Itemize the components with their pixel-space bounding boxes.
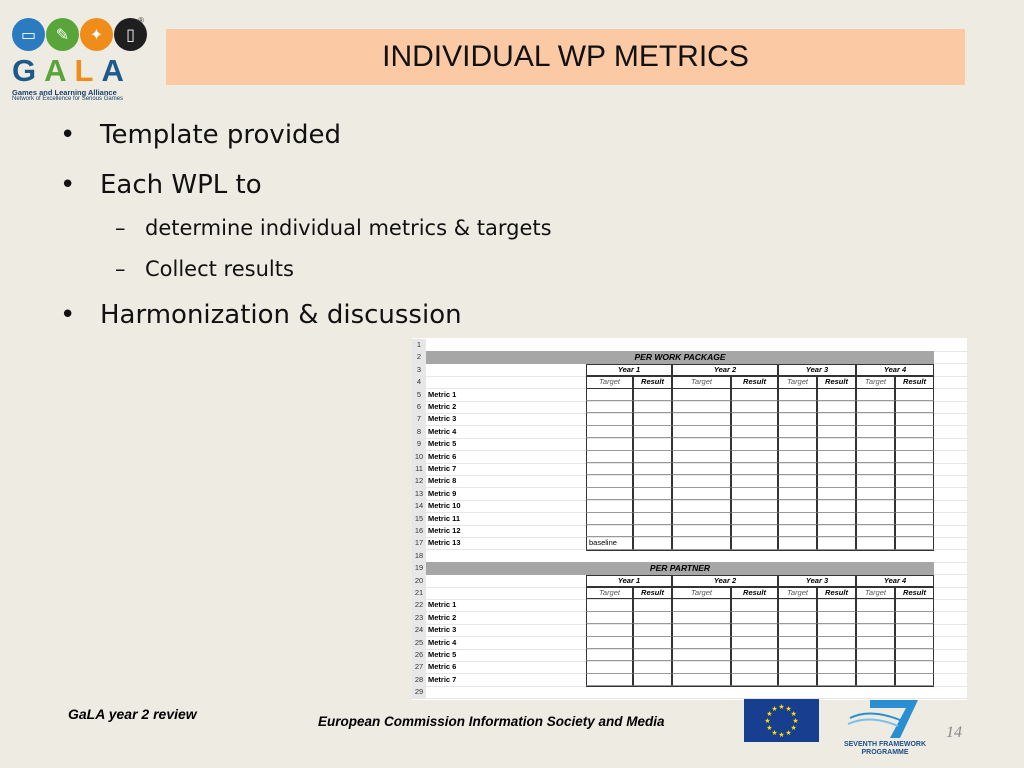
data-cell [817, 661, 856, 673]
data-cell [895, 599, 934, 611]
data-cell [672, 612, 731, 624]
data-cell [817, 612, 856, 624]
data-cell [817, 513, 856, 525]
data-cell [856, 413, 895, 425]
year-header: Year 1 [586, 575, 672, 587]
data-cell [895, 401, 934, 413]
metric-label: Metric 6 [428, 451, 457, 461]
data-cell [672, 438, 731, 450]
data-cell [817, 525, 856, 537]
data-cell [586, 463, 633, 475]
data-cell [778, 624, 817, 636]
metric-label: Metric 9 [428, 488, 457, 498]
data-cell [856, 475, 895, 487]
data-cell [778, 488, 817, 500]
logo-tagline: Games and Learning Alliance [12, 88, 117, 97]
result-header: Result [731, 587, 778, 599]
data-cell [633, 513, 672, 525]
data-cell [633, 389, 672, 401]
data-cell [633, 426, 672, 438]
metric-label: Metric 13 [428, 538, 461, 548]
year-header: Year 3 [778, 575, 856, 587]
data-cell [778, 413, 817, 425]
data-cell [817, 389, 856, 401]
data-cell [856, 649, 895, 661]
data-cell [856, 525, 895, 537]
row-number: 29 [412, 686, 426, 699]
data-cell [633, 438, 672, 450]
eu-star-icon: ★ [790, 725, 797, 732]
metric-label: Metric 6 [428, 662, 457, 672]
data-cell [633, 451, 672, 463]
data-cell [778, 475, 817, 487]
target-header: Target [672, 376, 731, 388]
result-header: Result [895, 376, 934, 388]
data-cell [895, 612, 934, 624]
metric-label: Metric 5 [428, 439, 457, 449]
data-cell [817, 426, 856, 438]
data-cell [895, 500, 934, 512]
target-header: Target [586, 587, 633, 599]
row-number: 24 [412, 624, 426, 637]
data-cell [895, 389, 934, 401]
data-cell [895, 513, 934, 525]
target-header: Target [856, 376, 895, 388]
data-cell [817, 463, 856, 475]
data-cell [633, 612, 672, 624]
data-cell [731, 401, 778, 413]
metric-label: Metric 11 [428, 513, 461, 523]
eu-star-icon: ★ [766, 725, 773, 732]
data-cell [817, 475, 856, 487]
data-cell [731, 637, 778, 649]
data-cell [778, 661, 817, 673]
data-cell [731, 488, 778, 500]
data-cell [672, 661, 731, 673]
data-cell [856, 537, 895, 549]
data-cell [856, 389, 895, 401]
eu-star-icon: ★ [766, 711, 773, 718]
data-cell [778, 438, 817, 450]
data-cell [895, 451, 934, 463]
eu-star-icon: ★ [764, 718, 771, 725]
data-cell [672, 413, 731, 425]
data-cell [895, 661, 934, 673]
data-cell [672, 599, 731, 611]
data-cell [586, 612, 633, 624]
data-cell [778, 513, 817, 525]
eu-star-icon: ★ [785, 730, 792, 738]
eu-star-icon: ★ [790, 711, 797, 718]
data-cell [778, 451, 817, 463]
logo-subtitle: Network of Excellence for Serious Games [12, 96, 124, 102]
data-cell [817, 637, 856, 649]
data-cell [895, 525, 934, 537]
data-cell [895, 488, 934, 500]
data-cell [586, 513, 633, 525]
data-cell [817, 624, 856, 636]
spreadsheet-template [412, 338, 967, 700]
data-cell [586, 525, 633, 537]
data-cell [895, 413, 934, 425]
data-cell [778, 637, 817, 649]
result-header: Result [817, 376, 856, 388]
data-cell [895, 463, 934, 475]
data-cell [731, 413, 778, 425]
data-cell [586, 624, 633, 636]
row-number: 19 [412, 562, 426, 575]
data-cell [586, 451, 633, 463]
year-header: Year 3 [778, 364, 856, 376]
data-cell [895, 537, 934, 549]
footer-review-label: GaLA year 2 review [68, 706, 197, 722]
fp7-logo [840, 698, 930, 756]
baseline-cell: baseline [586, 537, 633, 549]
title-bar [166, 29, 965, 85]
data-cell [633, 413, 672, 425]
row-number: 10 [412, 451, 426, 464]
data-cell [817, 500, 856, 512]
data-cell [633, 488, 672, 500]
data-cell [586, 389, 633, 401]
row-number: 11 [412, 463, 426, 476]
metric-label: Metric 8 [428, 476, 457, 486]
data-cell [817, 401, 856, 413]
result-header: Result [633, 587, 672, 599]
target-header: Target [856, 587, 895, 599]
data-cell [856, 438, 895, 450]
data-cell [633, 401, 672, 413]
row-number: 23 [412, 612, 426, 625]
row-number: 3 [412, 364, 426, 377]
data-cell [731, 624, 778, 636]
data-cell [731, 612, 778, 624]
data-cell [672, 426, 731, 438]
data-cell [817, 451, 856, 463]
eu-star-icon: ★ [778, 732, 785, 739]
data-cell [633, 599, 672, 611]
eu-star-icon: ★ [771, 705, 778, 713]
metric-label: Metric 3 [428, 414, 457, 424]
row-number: 8 [412, 426, 426, 439]
data-cell [731, 426, 778, 438]
data-cell [731, 525, 778, 537]
row-number: 9 [412, 438, 426, 451]
data-cell [856, 500, 895, 512]
data-cell [672, 674, 731, 686]
data-cell [731, 438, 778, 450]
data-cell [856, 674, 895, 686]
data-cell [586, 637, 633, 649]
data-cell [895, 674, 934, 686]
data-cell [633, 525, 672, 537]
row-number: 13 [412, 488, 426, 501]
row-number: 7 [412, 413, 426, 426]
data-cell [731, 599, 778, 611]
metric-label: Metric 2 [428, 612, 457, 622]
data-cell [633, 475, 672, 487]
target-header: Target [586, 376, 633, 388]
data-cell [633, 661, 672, 673]
fp7-line1: SEVENTH FRAMEWORK [843, 741, 927, 748]
data-cell [672, 475, 731, 487]
data-cell [672, 637, 731, 649]
data-cell [731, 513, 778, 525]
data-cell [778, 674, 817, 686]
computer-icon: ▭ [12, 18, 45, 51]
target-header: Target [778, 376, 817, 388]
row-number: 27 [412, 661, 426, 674]
data-cell [586, 661, 633, 673]
metric-label: Metric 4 [428, 426, 457, 436]
data-cell [856, 637, 895, 649]
footer-commission-label: European Commission Information Society and Media [318, 714, 665, 729]
year-header: Year 4 [856, 575, 934, 587]
row-number: 4 [412, 376, 426, 389]
data-cell [672, 401, 731, 413]
slide-title: INDIVIDUAL WP METRICS [382, 40, 749, 73]
row-number: 20 [412, 575, 426, 588]
gamepad-icon: ✦ [80, 18, 113, 51]
data-cell [778, 426, 817, 438]
data-cell [586, 599, 633, 611]
data-cell [633, 624, 672, 636]
data-cell [895, 637, 934, 649]
year-header: Year 2 [672, 575, 778, 587]
metric-label: Metric 7 [428, 674, 457, 684]
data-cell [817, 649, 856, 661]
data-cell [778, 599, 817, 611]
year-header: Year 4 [856, 364, 934, 376]
row-number: 26 [412, 649, 426, 662]
data-cell [856, 463, 895, 475]
data-cell [856, 661, 895, 673]
data-cell [817, 438, 856, 450]
data-cell [731, 463, 778, 475]
data-cell [586, 649, 633, 661]
eu-stars-icon [744, 699, 819, 741]
data-cell [586, 488, 633, 500]
data-cell [856, 426, 895, 438]
table-bottom-border [586, 550, 934, 551]
result-header: Result [731, 376, 778, 388]
row-number: 17 [412, 537, 426, 550]
data-cell [672, 513, 731, 525]
eu-star-icon: ★ [771, 730, 778, 738]
data-cell [633, 463, 672, 475]
book-icon: ▯ [114, 18, 147, 51]
data-cell [731, 475, 778, 487]
year-header: Year 1 [586, 364, 672, 376]
metric-label: Metric 1 [428, 389, 457, 399]
gala-logo [8, 18, 148, 104]
data-cell [586, 438, 633, 450]
data-cell [672, 488, 731, 500]
row-number: 15 [412, 513, 426, 526]
data-cell [731, 649, 778, 661]
page-number: 14 [946, 724, 962, 741]
data-cell [586, 413, 633, 425]
data-cell [778, 500, 817, 512]
data-cell [633, 637, 672, 649]
metric-label: Metric 3 [428, 625, 457, 635]
data-cell [672, 500, 731, 512]
row-number: 6 [412, 401, 426, 414]
result-header: Result [817, 587, 856, 599]
row-number: 21 [412, 587, 426, 600]
data-cell [731, 674, 778, 686]
fp7-line2: PROGRAMME [861, 749, 909, 756]
data-cell [672, 537, 731, 549]
data-cell [586, 475, 633, 487]
data-cell [731, 389, 778, 401]
eu-star-icon: ★ [778, 704, 785, 711]
data-cell [586, 674, 633, 686]
eu-star-icon: ★ [792, 718, 799, 725]
metric-label: Metric 2 [428, 402, 457, 411]
metric-label: Metric 5 [428, 650, 457, 659]
data-cell [672, 624, 731, 636]
data-cell [778, 389, 817, 401]
data-cell [778, 537, 817, 549]
row-number: 5 [412, 389, 426, 402]
data-cell [778, 401, 817, 413]
data-cell [731, 500, 778, 512]
data-cell [895, 649, 934, 661]
data-cell [778, 612, 817, 624]
target-header: Target [672, 587, 731, 599]
result-header: Result [633, 376, 672, 388]
data-cell [633, 537, 672, 549]
row-number: 22 [412, 599, 426, 612]
data-cell [817, 413, 856, 425]
logo-circles [12, 18, 147, 51]
data-cell [672, 451, 731, 463]
metric-label: Metric 12 [428, 526, 461, 535]
data-cell [586, 500, 633, 512]
data-cell [778, 525, 817, 537]
data-cell [778, 463, 817, 475]
table-bottom-border [586, 686, 934, 687]
row-number: 28 [412, 674, 426, 687]
row-number: 18 [412, 550, 426, 563]
metric-label: Metric 10 [428, 501, 461, 511]
data-cell [633, 500, 672, 512]
data-cell [817, 537, 856, 549]
data-cell [895, 624, 934, 636]
pen-icon: ✎ [46, 18, 79, 51]
section-header: PER PARTNER [426, 562, 934, 574]
data-cell [856, 612, 895, 624]
eu-flag-caption [744, 742, 819, 750]
data-cell [672, 649, 731, 661]
data-cell [672, 389, 731, 401]
data-cell [817, 488, 856, 500]
data-cell [586, 426, 633, 438]
data-cell [817, 674, 856, 686]
data-cell [856, 401, 895, 413]
data-cell [633, 649, 672, 661]
data-cell [817, 599, 856, 611]
metric-label: Metric 1 [428, 600, 457, 610]
data-cell [895, 475, 934, 487]
registered-mark: ® [138, 16, 144, 25]
data-cell [731, 451, 778, 463]
year-header: Year 2 [672, 364, 778, 376]
section-header: PER WORK PACKAGE [426, 351, 934, 363]
result-header: Result [895, 587, 934, 599]
row-number: 1 [412, 339, 426, 352]
metric-label: Metric 4 [428, 637, 457, 647]
eu-star-icon: ★ [785, 705, 792, 713]
data-cell [856, 451, 895, 463]
data-cell [778, 649, 817, 661]
row-number: 12 [412, 475, 426, 488]
data-cell [856, 624, 895, 636]
row-number: 14 [412, 500, 426, 513]
data-cell [633, 674, 672, 686]
data-cell [586, 401, 633, 413]
row-number: 25 [412, 637, 426, 650]
logo-wordmark: GALA [12, 53, 132, 88]
target-header: Target [778, 587, 817, 599]
data-cell [895, 438, 934, 450]
data-cell [672, 463, 731, 475]
data-cell [856, 488, 895, 500]
metric-label: Metric 7 [428, 464, 457, 473]
data-cell [856, 513, 895, 525]
data-cell [672, 525, 731, 537]
data-cell [731, 537, 778, 549]
row-number: 16 [412, 525, 426, 538]
data-cell [856, 599, 895, 611]
data-cell [895, 426, 934, 438]
row-number: 2 [412, 351, 426, 364]
fp7-swoosh-icon [848, 719, 898, 726]
data-cell [731, 661, 778, 673]
